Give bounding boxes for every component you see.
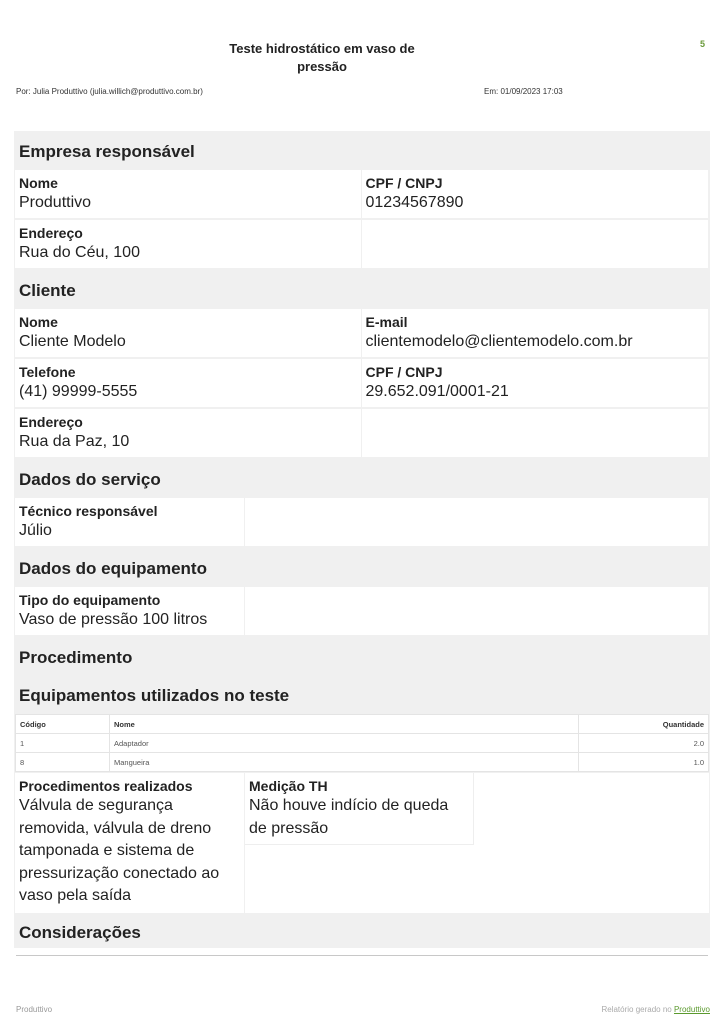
field-label: Procedimentos realizados [19,778,193,794]
cliente-row-1 [14,309,710,359]
field-label: Telefone [19,364,76,380]
section-equipamento-title: Dados do equipamento [14,548,710,587]
field-value: Vaso de pressão 100 litros [19,611,208,628]
field-label: Nome [19,314,58,330]
table-row [16,734,709,753]
field-value: (41) 99999-5555 [19,383,138,400]
footer-divider [16,955,708,956]
equipamentos-utilizados-title: Equipamentos utilizados no teste [14,676,710,714]
field-value: Cliente Modelo [19,333,126,350]
field-value: Não houve indício de queda de pressão [249,797,449,837]
column-header-nome: Nome [110,715,579,734]
servico-row-1 [14,498,710,548]
field-tecnico-responsavel [15,498,244,546]
cell-nome: Mangueira [110,753,579,772]
field-cliente-nome [15,309,361,357]
empresa-row-1 [14,170,710,220]
field-value: Rua do Céu, 100 [19,244,140,261]
table-header-row [16,715,709,734]
section-consideracoes-title: Considerações [14,915,710,948]
produttivo-link[interactable]: Produttivo [673,1005,710,1014]
field-value: Júlio [19,522,52,539]
field-cliente-endereco [15,409,361,457]
column-header-codigo: Código [16,715,110,734]
footer-brand: Produttivo [16,1005,53,1014]
field-label: Endereço [19,414,83,430]
field-label: CPF / CNPJ [365,175,443,191]
field-empresa-cpf-cnpj [362,170,709,218]
field-procedimentos-realizados [15,773,244,913]
field-label: Técnico responsável [19,503,158,519]
cell-codigo: 8 [16,753,110,772]
field-label: E-mail [365,314,408,330]
empty-cell [362,220,709,268]
field-value: Produttivo [19,194,92,211]
cliente-row-2 [14,359,710,409]
field-empresa-endereco [15,220,361,268]
field-empresa-nome [15,170,361,218]
column-header-quantidade: Quantidade [579,715,709,734]
equipamento-row-1 [14,587,710,637]
footer-generated-by [601,1005,710,1014]
field-cliente-email [362,309,709,357]
date-line: Em: 01/09/2023 17:03 [484,87,563,96]
field-label: Endereço [19,225,83,241]
empty-cell [245,498,708,546]
cell-quantidade: 2.0 [579,734,709,753]
cell-codigo: 1 [16,734,110,753]
field-value: clientemodelo@clientemodelo.com.br [365,333,633,350]
medicao-wrapper [245,773,474,913]
empty-cell [245,587,708,635]
section-servico-title: Dados do serviço [14,459,710,498]
field-cliente-cpf-cnpj [362,359,709,407]
field-label: Nome [19,175,58,191]
empresa-row-2 [14,220,710,270]
report-title: Teste hidrostático em vaso de pressão [229,41,415,74]
cell-quantidade: 1.0 [579,753,709,772]
empty-cell [362,409,709,457]
cell-nome: Adaptador [110,734,579,753]
author-line: Por: Julia Produttivo (julia.willich@produttivo.com.br) [16,87,203,96]
cliente-row-3 [14,409,710,459]
table-row [16,753,709,772]
field-tipo-equipamento [15,587,244,635]
section-cliente-title: Cliente [14,270,710,309]
field-value: 29.652.091/0001-21 [365,383,509,400]
field-value: Válvula de segurança removida, válvula de dreno tamponada e sistema de pressurização conectado ao vaso pela saída [19,797,220,904]
report-body [14,131,710,948]
field-medicao-th [245,773,474,845]
procedimento-fields-row [14,773,710,913]
field-label: Tipo do equipamento [19,592,161,608]
field-value: 01234567890 [365,194,464,211]
page-number: 5 [700,39,706,49]
field-value: Rua da Paz, 10 [19,433,130,450]
equipamentos-table [15,714,709,772]
field-label: Medição TH [249,778,328,794]
section-empresa-title: Empresa responsável [14,131,710,170]
empty-cell [474,773,709,913]
section-procedimento-title: Procedimento [14,637,710,676]
footer-generated-text: Relatório gerado no [601,1005,674,1014]
field-label: CPF / CNPJ [365,364,443,380]
field-cliente-telefone [15,359,361,407]
